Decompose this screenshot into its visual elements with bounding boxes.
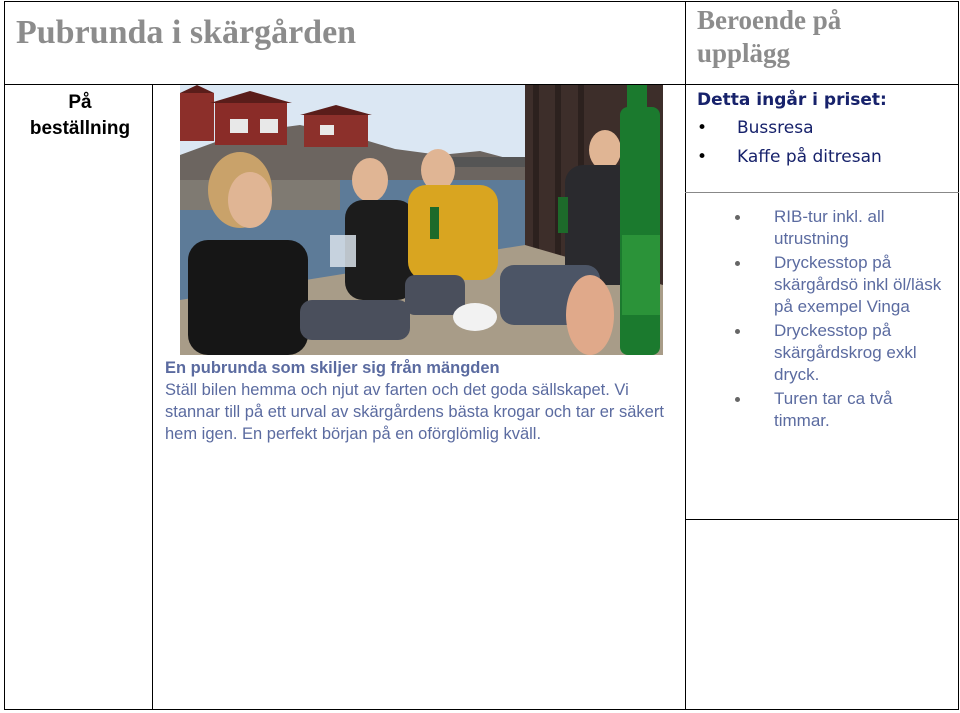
table-border-bottom [4, 709, 959, 710]
table-border-top [4, 1, 959, 2]
availability-label: På beställning [29, 92, 131, 139]
list-item: Dryckesstop på skärgårdsö inkl öl/läsk på exempel Vinga [730, 252, 950, 318]
archipelago-photo [180, 85, 663, 355]
list-item: Dryckesstop på skärgårdskrog exkl dryck. [730, 320, 950, 386]
list-item: RIB-tur inkl. all utrustning [730, 206, 950, 250]
right-cell-divider [685, 519, 959, 520]
table-border-right [958, 1, 959, 710]
table-border-left [4, 1, 5, 710]
list-item: Turen tar ca två timmar. [730, 388, 950, 432]
description-heading: En pubrunda som skiljer sig från mängden [165, 359, 500, 377]
includes-divider [685, 192, 959, 193]
list-item: • Bussresa [697, 118, 882, 147]
extras-list [730, 206, 950, 434]
description-body: Ställ bilen hemma och njut av farten och det goda sällskapet. Vi stannar till på ett urval av skärgårdens bästa krogar och tar er säkert hem igen. En perfekt början på en oförglömlig kväll. [165, 381, 664, 443]
page-title: Pubrunda i skärgården [16, 14, 357, 51]
includes-list [697, 118, 882, 176]
column-divider-right [685, 1, 686, 710]
description [165, 357, 675, 445]
column-divider-left [152, 84, 153, 710]
list-item: • Kaffe på ditresan [697, 147, 882, 176]
includes-heading: Detta ingår i priset: [697, 90, 887, 110]
price-title: Beroende på upplägg [697, 5, 842, 68]
